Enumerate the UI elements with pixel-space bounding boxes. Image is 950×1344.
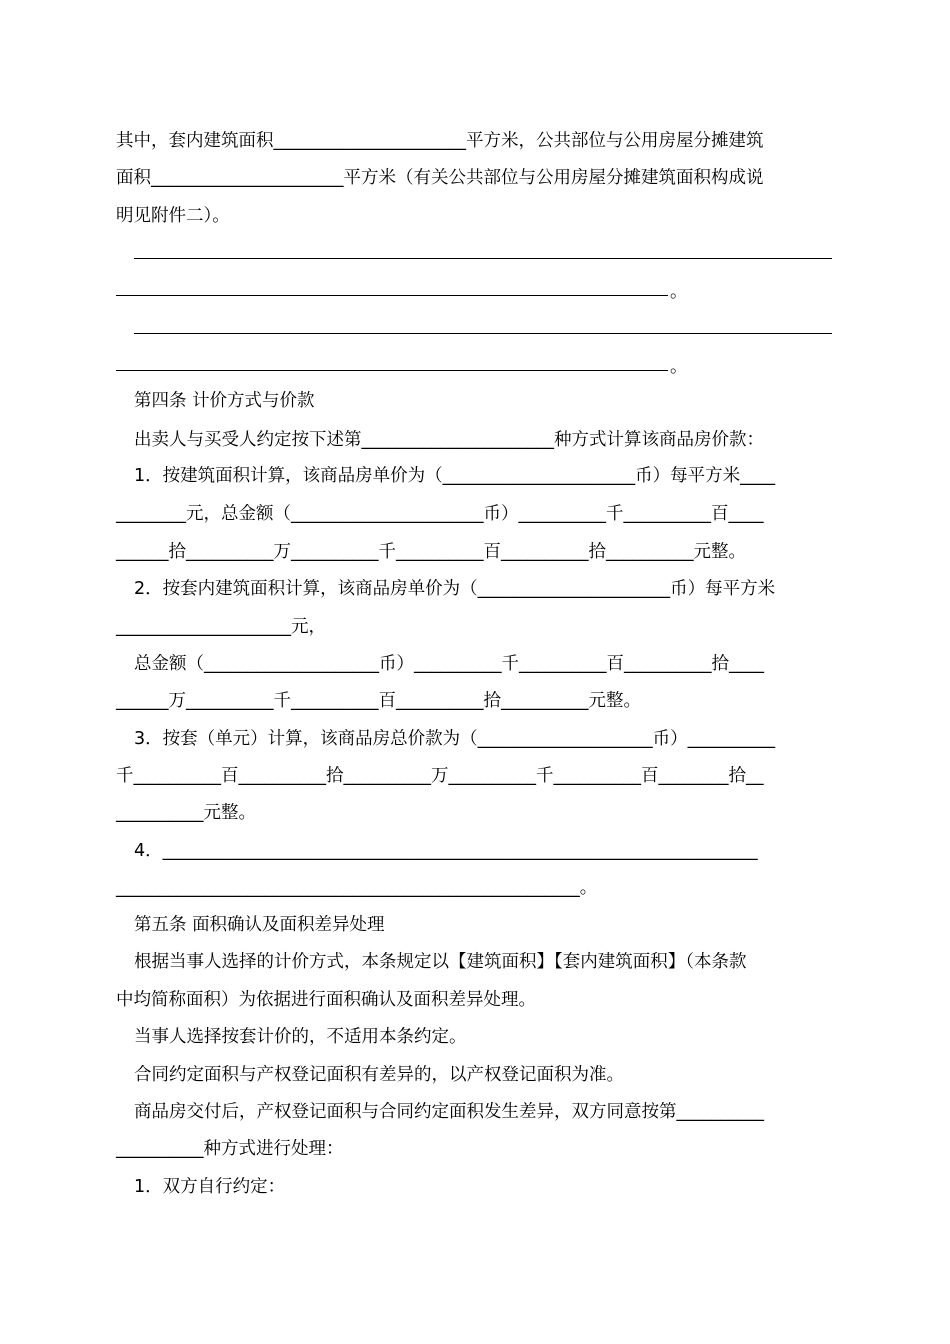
article-5-para-3: 合同约定面积与产权登记面积有差异的，以产权登记面积为准。 bbox=[134, 1065, 624, 1085]
text-line-2: 面积______________________平方米（有关公共部位与公用房屋分摊建筑面积构成说 bbox=[116, 168, 764, 188]
article-5-para-1-line-2: 中均简称面积）为依据进行面积确认及面积差异处理。 bbox=[116, 990, 536, 1010]
option-2-line-2: ____________________元， bbox=[116, 617, 326, 637]
article-5-item-1: 1．双方自行约定： bbox=[134, 1177, 286, 1197]
article-5-para-1-line-1: 根据当事人选择的计价方式，本条规定以【建筑面积】【套内建筑面积】（本条款 bbox=[134, 952, 747, 972]
option-1-line-3: ______拾__________万__________千__________百__________拾__________元整。 bbox=[116, 542, 746, 562]
blank-line-2-period: 。 bbox=[670, 357, 688, 377]
article-4-heading: 第四条 计价方式与价款 bbox=[134, 391, 315, 411]
option-4-line-1: 4．____________________________________________________________________ bbox=[134, 841, 758, 861]
option-2-line-1: 2．按套内建筑面积计算，该商品房单价为（______________________币）每平方米 bbox=[134, 579, 776, 599]
option-3-line-1: 3．按套（单元）计算，该商品房总价款为（____________________币）__________ bbox=[134, 729, 776, 749]
option-3-line-3: __________元整。 bbox=[116, 803, 256, 823]
article-5-para-4-line-2: __________种方式进行处理： bbox=[116, 1139, 344, 1159]
text-line-3: 明见附件二）。 bbox=[116, 206, 230, 226]
article-5-para-4-line-1: 商品房交付后，产权登记面积与合同约定面积发生差异，双方同意按第__________ bbox=[134, 1102, 764, 1122]
blank-line-1b[interactable] bbox=[116, 295, 668, 296]
article-4-intro: 出卖人与买受人约定按下述第______________________种方式计算该商品房价款： bbox=[134, 430, 764, 450]
blank-line-1a[interactable] bbox=[134, 258, 832, 259]
option-1-line-2: ________元，总金额（______________________币）__________千__________百____ bbox=[116, 504, 764, 524]
option-1-line-1: 1．按建筑面积计算，该商品房单价为（______________________币）每平方米____ bbox=[134, 466, 776, 486]
blank-line-2a[interactable] bbox=[134, 333, 832, 334]
option-3-line-2: 千__________百__________拾__________万__________千__________百________拾__ bbox=[116, 766, 764, 786]
article-5-para-2: 当事人选择按套计价的，不适用本条约定。 bbox=[134, 1027, 467, 1047]
article-5-heading: 第五条 面积确认及面积差异处理 bbox=[134, 915, 385, 935]
text-line-1: 其中，套内建筑面积______________________平方米，公共部位与公用房屋分摊建筑 bbox=[116, 131, 764, 151]
option-4-line-2: _____________________________________________________。 bbox=[116, 878, 598, 898]
option-2-line-3: 总金额（____________________币）__________千__________百__________拾____ bbox=[134, 654, 764, 674]
blank-line-1-period: 。 bbox=[670, 282, 688, 302]
option-2-line-4: ______万__________千__________百__________拾__________元整。 bbox=[116, 691, 641, 711]
blank-line-2b[interactable] bbox=[116, 370, 668, 371]
